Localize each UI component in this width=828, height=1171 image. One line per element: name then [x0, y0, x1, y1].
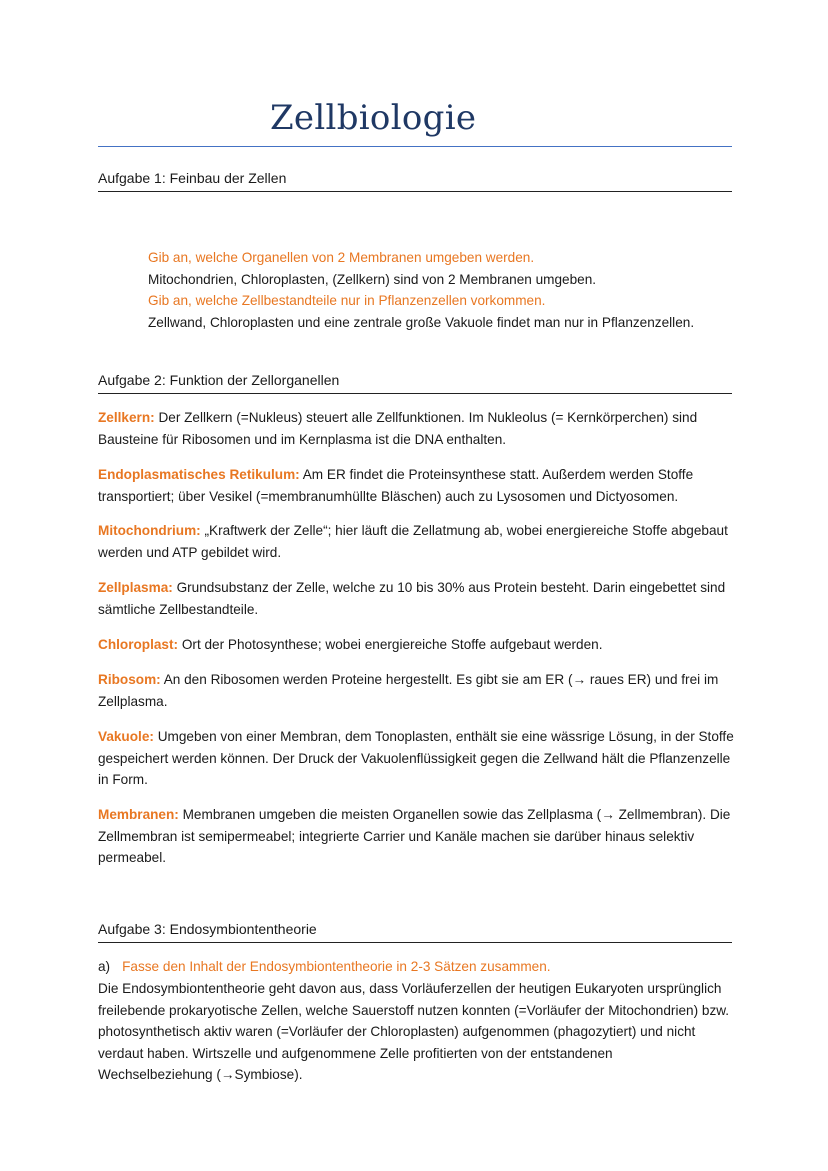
organelle-term: Zellplasma:: [98, 580, 173, 595]
organelle-description: Am ER findet die Proteinsynthese statt. Außerdem werden Stoffe transportiert; über Vesikel (=membranumhüllte Bläschen) auch zu Lysosomen und Dictyosomen.: [98, 467, 694, 504]
task1-rule: [98, 191, 732, 192]
organelle-term: Zellkern:: [98, 410, 155, 425]
organelle-item: [98, 577, 738, 620]
task3-answer: Die Endosymbiontentheorie geht davon aus, dass Vorläuferzellen der heutigen Eukaryoten ursprünglich freilebende prokaryotische Zellen, welche Sauerstoff nutzen konnten (=Vorläufer der Mitochondrien) bzw. photosynthetisch aktiv waren (=Vorläufer der Chloroplasten) aufgenommen (phagozytiert) und nicht verdaut haben. Wirtszelle und aufgenommene Zelle profitierten von der entstandenen Wechselbeziehung (→Symbiose).: [98, 981, 730, 1082]
task1-answer-2: Zellwand, Chloroplasten und eine zentrale große Vakuole findet man nur in Pflanzenzellen.: [148, 315, 695, 330]
organelle-term: Ribosom:: [98, 672, 161, 687]
organelle-term: Chloroplast:: [98, 637, 179, 652]
task2-heading: Aufgabe 2: Funktion der Zellorganellen: [98, 372, 340, 388]
organelle-item: [98, 634, 738, 656]
organelle-description: Ort der Photosynthese; wobei energiereiche Stoffe aufgebaut werden.: [178, 637, 603, 652]
organelle-description: „Kraftwerk der Zelle“; hier läuft die Zellatmung ab, wobei energiereiche Stoffe abgebaut werden und ATP gebildet wird.: [98, 523, 728, 560]
task3-question: [98, 956, 738, 978]
organelle-description: Grundsubstanz der Zelle, welche zu 10 bis 30% aus Protein besteht. Darin eingebettet sind sämtliche Zellbestandteile.: [98, 580, 726, 617]
organelle-description: Der Zellkern (=Nukleus) steuert alle Zellfunktionen. Im Nukleolus (= Kernkörperchen) sind Bausteine für Ribosomen und im Kernplasma ist die DNA enthalten.: [98, 410, 698, 447]
organelle-item: [98, 407, 738, 450]
organelle-item: [98, 520, 738, 563]
organelle-description: Membranen umgeben die meisten Organellen sowie das Zellplasma (→ Zellmembran). Die Zellmembran ist semipermeabel; integrierte Carrier und Kanäle machen sie darüber hinaus selektiv permeabel.: [98, 807, 731, 865]
organelle-term: Vakuole:: [98, 729, 154, 744]
task1-heading: Aufgabe 1: Feinbau der Zellen: [98, 170, 287, 186]
organelle-item: [98, 804, 738, 869]
organelle-item: [98, 464, 738, 507]
task1-question-2: Gib an, welche Zellbestandteile nur in Pflanzenzellen vorkommen.: [148, 293, 546, 308]
organelle-description: An den Ribosomen werden Proteine hergestellt. Es gibt sie am ER (→ raues ER) und frei im Zellplasma.: [98, 672, 719, 709]
task1-question-1: Gib an, welche Organellen von 2 Membranen umgeben werden.: [148, 250, 535, 265]
task2-rule: [98, 393, 732, 394]
title-underline: [98, 146, 732, 147]
task3-question-label: a): [98, 959, 111, 974]
organelle-term: Mitochondrium:: [98, 523, 201, 538]
task3-question-text: Fasse den Inhalt der Endosymbiontentheorie in 2-3 Sätzen zusammen.: [122, 959, 551, 974]
task1-answer-1: Mitochondrien, Chloroplasten, (Zellkern) sind von 2 Membranen umgeben.: [148, 272, 597, 287]
organelle-description: Umgeben von einer Membran, dem Tonoplasten, enthält sie eine wässrige Lösung, in der Stoffe gespeichert werden können. Der Druck der Vakuolenflüssigkeit gegen die Zellwand hält die Pflanzenzelle in Form.: [98, 729, 734, 787]
page-title: Zellbiologie: [270, 98, 477, 138]
organelle-term: Endoplasmatisches Retikulum:: [98, 467, 300, 482]
organelle-item: [98, 669, 738, 712]
task3-rule: [98, 942, 732, 943]
organelle-item: [98, 726, 738, 791]
organelle-term: Membranen:: [98, 807, 179, 822]
task3-heading: Aufgabe 3: Endosymbiontentheorie: [98, 921, 317, 937]
